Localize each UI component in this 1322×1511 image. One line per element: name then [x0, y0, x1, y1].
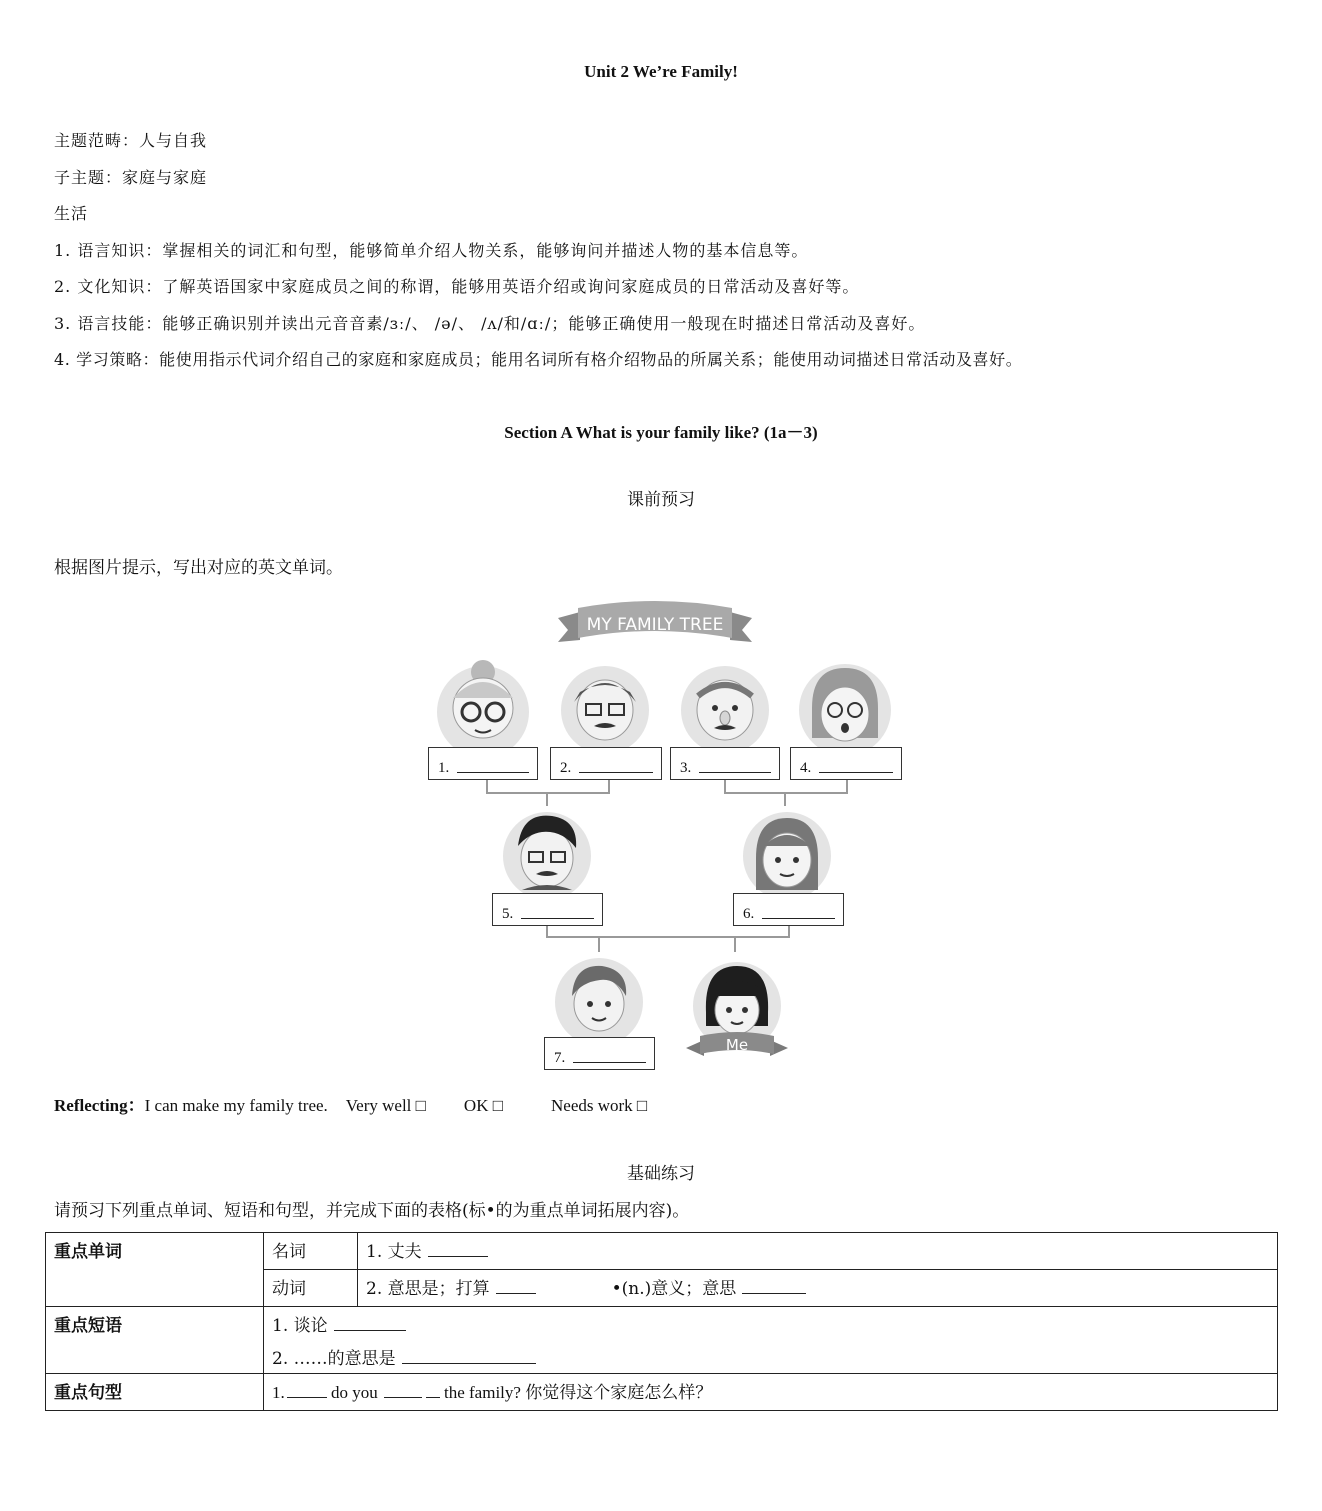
grandpa-2-icon — [670, 662, 780, 748]
answer-blank-3[interactable] — [699, 772, 771, 773]
answer-blank-2[interactable] — [579, 772, 653, 773]
phrase-2-blank[interactable] — [402, 1347, 536, 1364]
connector-left-parents — [486, 780, 610, 794]
table-row — [46, 1307, 1278, 1374]
mother-icon — [732, 806, 842, 894]
father-icon — [492, 806, 602, 894]
phrase-1-blank[interactable] — [334, 1314, 406, 1331]
subtheme-continued: 生活 — [54, 204, 89, 223]
connector-parents-children — [546, 926, 790, 938]
sentence-1-mid: do you — [331, 1383, 378, 1402]
answer-number-5: 5. — [502, 906, 514, 922]
answer-blank-6[interactable] — [762, 918, 835, 919]
reflecting-line — [54, 1091, 647, 1116]
answer-box-3[interactable] — [670, 747, 780, 780]
connector-left-drop — [546, 792, 548, 806]
noun-label: 名词 — [272, 1242, 306, 1262]
family-tree-banner — [550, 596, 760, 656]
reflect-option-needs-work[interactable]: Needs work □ — [551, 1096, 648, 1115]
sentence-cell — [264, 1374, 1278, 1411]
brother-icon — [544, 952, 654, 1040]
sentence-1-end: the family? 你觉得这个家庭怎么样？ — [444, 1383, 713, 1402]
unit-title: Unit 2 We’re Family! — [584, 62, 738, 81]
answer-blank-5[interactable] — [521, 918, 594, 919]
answer-blank-1[interactable] — [457, 772, 529, 773]
noun-answer-blank[interactable] — [428, 1240, 488, 1257]
sentence-blank-3[interactable] — [426, 1381, 440, 1398]
verb-extension: •(n.)意义；意思 — [611, 1279, 737, 1299]
answer-number-2: 2. — [560, 760, 572, 776]
answer-number-1: 1. — [438, 760, 450, 776]
verb-item-cell — [358, 1270, 1278, 1307]
verb-kind-cell — [264, 1270, 358, 1307]
verb-answer-blank[interactable] — [496, 1277, 536, 1294]
answer-blank-7[interactable] — [573, 1062, 646, 1063]
answer-number-3: 3. — [680, 760, 692, 776]
grandpa-1-icon — [550, 662, 660, 748]
noun-kind-cell — [264, 1233, 358, 1270]
words-category — [46, 1233, 264, 1307]
vocab-table — [45, 1232, 1278, 1411]
sentence-blank-1[interactable] — [287, 1381, 327, 1398]
reflect-option-ok[interactable]: OK □ — [463, 1096, 503, 1115]
table-row — [46, 1233, 1278, 1270]
sentence-blank-2[interactable] — [384, 1381, 422, 1398]
answer-box-1[interactable] — [428, 747, 538, 780]
phrase-1: 1. 谈论 — [272, 1316, 328, 1336]
answer-number-7: 7. — [554, 1050, 566, 1066]
answer-box-4[interactable] — [790, 747, 902, 780]
noun-item: 1. 丈夫 — [366, 1242, 422, 1262]
sentences-category — [46, 1374, 264, 1411]
goal-3: 3. 语言技能：能够正确识别并读出元音音素/ɜː/、 /ə/、 /ʌ/和/ɑː/；能够正确使用一般现在时描述日常活动及喜好。 — [54, 314, 926, 333]
banner-text: MY FAMILY TREE — [586, 615, 724, 635]
phrase-2: 2. ……的意思是 — [272, 1349, 396, 1369]
answer-box-5[interactable] — [492, 893, 603, 926]
answer-number-6: 6. — [743, 906, 755, 922]
table-row — [46, 1374, 1278, 1411]
verb-item: 2. 意思是；打算 — [366, 1279, 490, 1299]
phrases-cell — [264, 1307, 1278, 1374]
goal-4: 4. 学习策略：能使用指示代词介绍自己的家庭和家庭成员；能用名词所有格介绍物品的所属关系；能使用动词描述日常活动及喜好。 — [54, 350, 1023, 369]
goal-2: 2. 文化知识：了解英语国家中家庭成员之间的称谓，能够用英语介绍或询问家庭成员的日常活动及喜好等。 — [54, 277, 860, 296]
reflecting-label: Reflecting： — [54, 1096, 145, 1115]
answer-blank-4[interactable] — [819, 772, 893, 773]
me-icon — [682, 956, 792, 1072]
preview-heading: 课前预习 — [627, 490, 695, 510]
practice-heading: 基础练习 — [627, 1164, 695, 1184]
section-title: Section A What is your family like? (1a－3) — [504, 423, 818, 442]
sentence-1-num: 1. — [272, 1383, 285, 1402]
grandma-1-icon — [428, 656, 538, 748]
connector-child-7 — [598, 936, 600, 952]
reflecting-text: I can make my family tree. — [144, 1096, 328, 1115]
sentences-label: 重点句型 — [54, 1383, 122, 1403]
phrases-category — [46, 1307, 264, 1374]
subtheme-line: 子主题：家庭与家庭 — [54, 168, 208, 187]
practice-instruction: 请预习下列重点单词、短语和句型，并完成下面的表格(标•的为重点单词拓展内容)。 — [54, 1201, 690, 1221]
connector-right-parents — [724, 780, 848, 794]
answer-box-2[interactable] — [550, 747, 662, 780]
noun-item-cell — [358, 1233, 1278, 1270]
phrases-label: 重点短语 — [54, 1316, 122, 1336]
verb-ext-answer-blank[interactable] — [742, 1277, 806, 1294]
goal-1: 1. 语言知识：掌握相关的词汇和句型，能够简单介绍人物关系，能够询问并描述人物的基本信息等。 — [54, 241, 809, 260]
grandma-2-icon — [790, 658, 900, 748]
answer-number-4: 4. — [800, 760, 812, 776]
connector-right-drop — [784, 792, 786, 806]
verb-label: 动词 — [272, 1279, 306, 1299]
connector-child-me — [734, 936, 736, 952]
reflect-option-very-well[interactable]: Very well □ — [345, 1096, 426, 1115]
preview-instruction: 根据图片提示，写出对应的英文单词。 — [54, 558, 343, 578]
theme-line: 主题范畴：人与自我 — [54, 131, 208, 150]
answer-box-6[interactable] — [733, 893, 844, 926]
me-label: Me — [725, 1036, 749, 1054]
answer-box-7[interactable] — [544, 1037, 655, 1070]
words-label: 重点单词 — [54, 1242, 122, 1262]
family-tree — [420, 596, 910, 1076]
